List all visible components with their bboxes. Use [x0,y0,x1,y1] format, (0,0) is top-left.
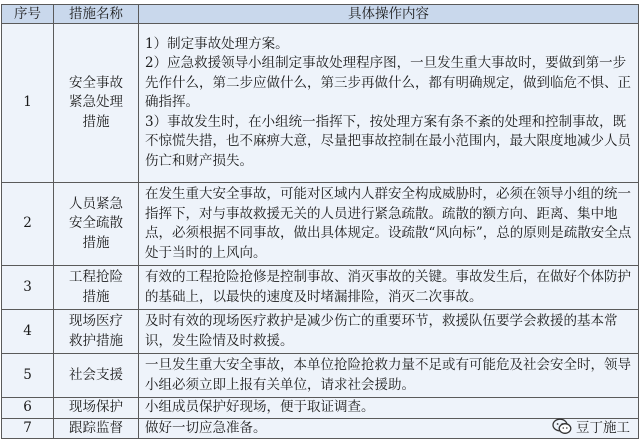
table-row [2,310,639,354]
row-content [139,266,639,310]
content-paragraph: 做好一切应急准备。 [145,419,267,436]
header-content: 具体操作内容 [139,5,639,24]
table-row [2,24,639,183]
table-row [2,354,639,398]
content-paragraph: 小组成员保护好现场，便于取证调查。 [145,399,375,415]
row-content [139,24,639,183]
row-num: 4 [2,310,54,354]
row-measure-name: 现场保护 [54,398,139,419]
row-measure-name [54,24,139,183]
table-row [2,418,639,439]
emergency-measures-table [1,4,639,439]
content-paragraph: 及时有效的现场医疗救护是减少伤亡的重要环节，救援队伍要学会救援的基本常识，发生险情及时救援。 [145,313,618,349]
row-measure-name [54,183,139,266]
row-content [139,183,639,266]
measure-name-text: 人员紧急安全疏散措施 [69,195,123,251]
content-paragraph: 3）事故发生时，在小组统一指挥下，按处理方案有条不紊的处理和控制事故，既不惊慌失措，也不麻痹大意，尽量把事故控制在最小范围内，最大限度地减少人员伤亡和财产损失。 [145,113,631,169]
table-row [2,183,639,266]
content-paragraph: 一旦发生重大安全事故，本单位抢险抢救力量不足或有可能危及社会安全时，领导小组必须立即上报有关单位，请求社会援助。 [145,357,631,393]
watermark [552,416,630,436]
table-row [2,398,639,419]
watermark-text: 豆丁施工 [576,420,630,436]
row-measure-name: 社会支援 [54,354,139,398]
wechat-icon [552,418,572,435]
measure-name-text: 现场医疗救护措施 [69,313,123,349]
header-name: 措施名称 [54,5,139,24]
header-num: 序号 [2,5,54,24]
row-num: 1 [2,24,54,183]
row-measure-name [54,310,139,354]
content-paragraph: 在发生重大安全事故，可能对区域内人群安全构成威胁时，必须在领导小组的统一指挥下，对与事故救援无关的人员进行紧急疏散。疏散的额方向、距离、集中地点，必须根据不同事故，做出具体规定。设疏散“风向标”，总的原则是疏散安全点处于当时的上风向。 [145,186,632,261]
row-num: 3 [2,266,54,310]
row-num: 6 [2,398,54,419]
row-num: 5 [2,354,54,398]
content-paragraph: 有效的工程抢险抢修是控制事故、消灭事故的关键。事故发生后，在做好个体防护的基础上，以最快的速度及时堵漏排险，消灭二次事故。 [145,269,631,305]
content-paragraph: 2）应急救援领导小组制定事故处理程序图，一旦发生重大事故时，要做到第一步先作什么，第二步应做什么，第三步再做什么，都有明确规定，做到临危不惧、正确指挥。 [145,55,631,111]
row-content [139,354,639,398]
table-row [2,266,639,310]
measure-name-text: 工程抢险措施 [69,269,123,305]
row-num: 7 [2,418,54,439]
table-header-row [2,5,639,24]
content-paragraph: 1）制定事故处理方案。 [145,35,289,52]
row-content [139,398,639,419]
row-measure-name [54,266,139,310]
measure-name-text: 安全事故紧急处理措施 [69,74,123,130]
row-num: 2 [2,183,54,266]
row-content [139,310,639,354]
row-measure-name: 跟踪监督 [54,418,139,439]
